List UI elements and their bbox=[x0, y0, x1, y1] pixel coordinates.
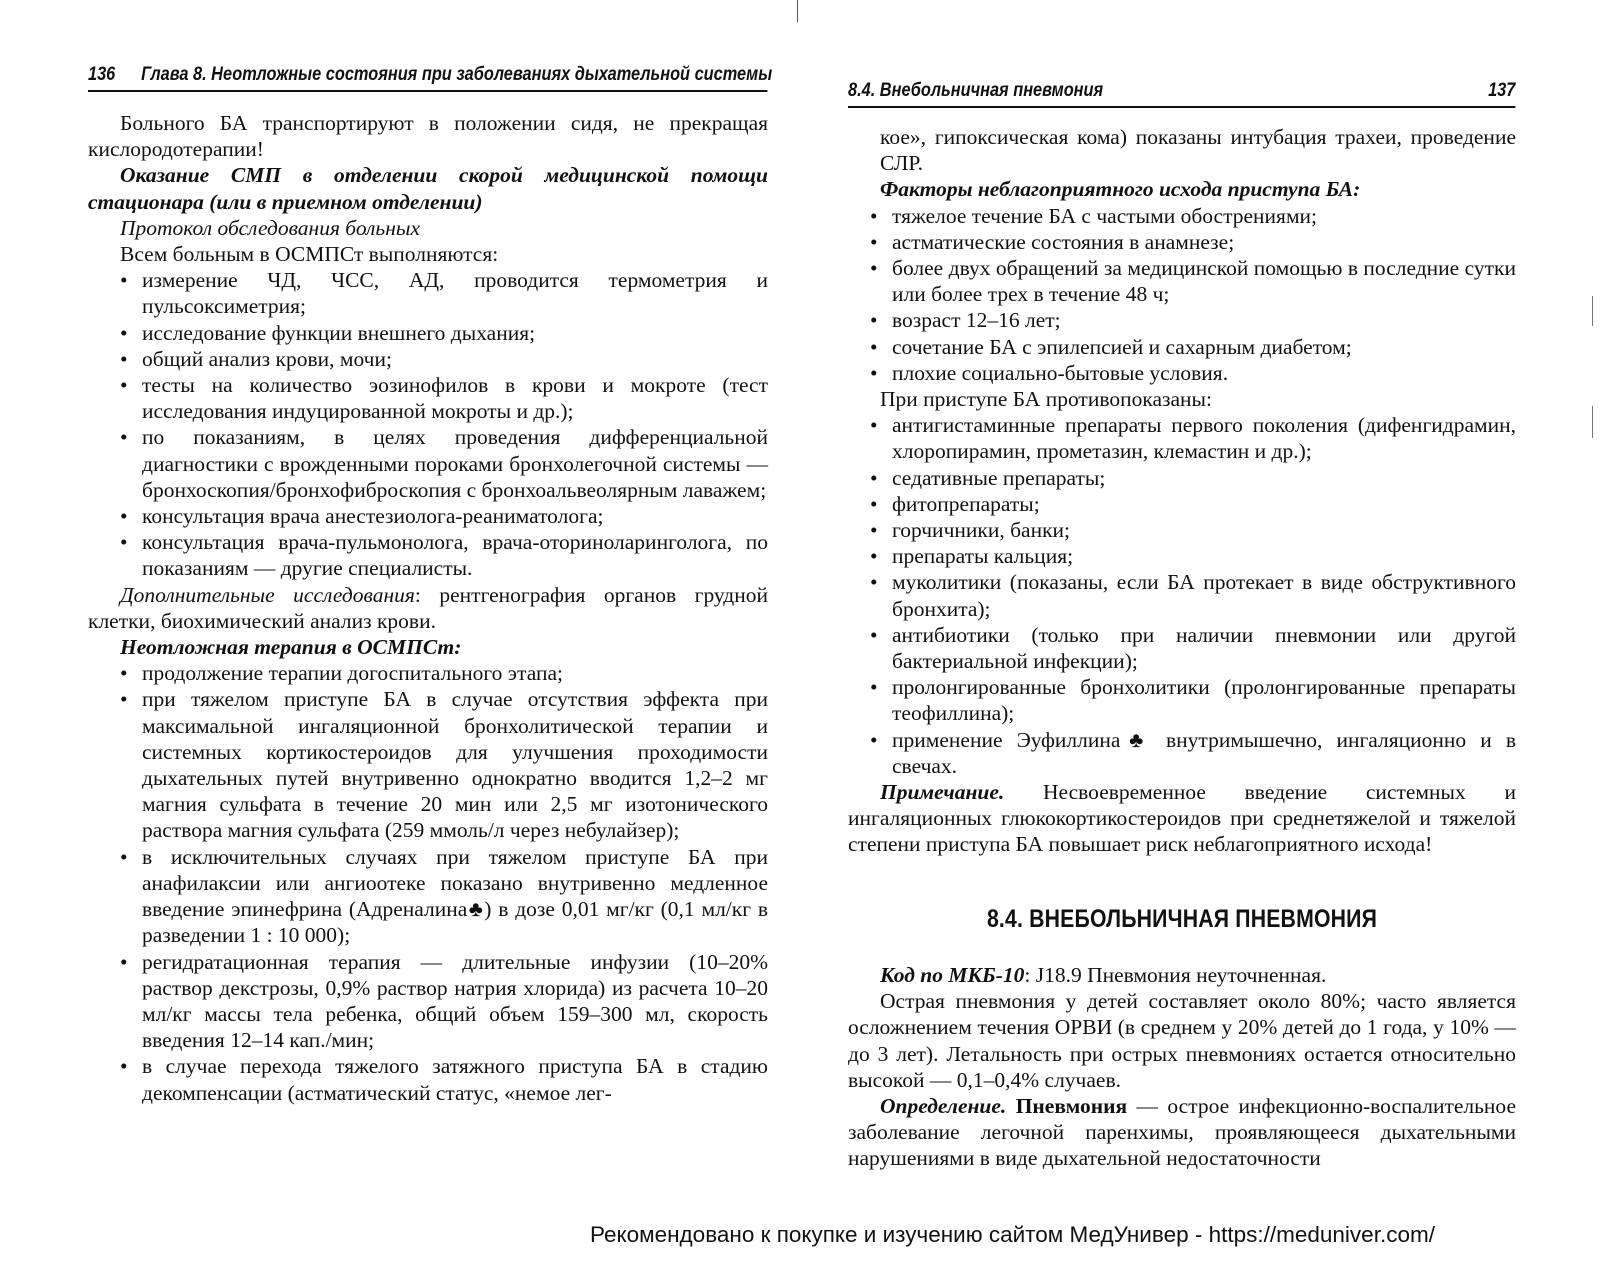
additional-tests-text: : рентгенография органов грудной клетки, биохимический анализ крови. bbox=[88, 582, 769, 633]
list-item: • тяжелое течение БА с частыми обострениями; bbox=[870, 203, 1516, 229]
additional-tests-label: Дополнительные исследования bbox=[120, 582, 415, 607]
running-header-right bbox=[848, 80, 1515, 108]
watermark-footer: Рекомендовано к покупке и изучению сайтом МедУнивер - https://meduniver.com/ bbox=[590, 1222, 1435, 1247]
list-item: • в исключительных случаях при тяжелом приступе БА при анафилаксии или ангиоотеке показано внутривенно медленное введение эпинефрина (Адреналина♣) в дозе 0,01 мг/кг (0,1 мл/кг в разведении 1 : 10 000); bbox=[120, 844, 768, 949]
list-item: • антигистаминные препараты первого поколения (дифенгидрамин, хлоропирамин, прометазин, клемастин и др.); bbox=[870, 412, 1516, 464]
paragraph: Всем больным в ОСМПСт выполняются: bbox=[120, 242, 499, 267]
section-heading: Факторы неблагоприятного исхода приступа БА: bbox=[880, 177, 1361, 202]
list-item: • исследование функции внешнего дыхания; bbox=[120, 320, 768, 346]
edge-mark bbox=[1592, 406, 1593, 438]
list-item: • фитопрепараты; bbox=[870, 491, 1516, 517]
list-item: • регидратационная терапия — длительные инфузии (10–20% раствор декстрозы, 0,9% раствор натрия хлорида) из расчета 10–20 мл/кг массы тела ребенка, общий объем 159–300 мл, скорость введения 12–14 кап./мин; bbox=[120, 949, 768, 1054]
page-body-right bbox=[848, 124, 1516, 1172]
gutter-mark bbox=[797, 0, 798, 22]
section-title-heading: 8.4. ВНЕБОЛЬНИЧНАЯ ПНЕВМОНИЯ bbox=[986, 904, 1378, 933]
paragraph: При приступе БА противопоказаны: bbox=[880, 387, 1212, 412]
definition-paragraph bbox=[848, 1093, 1516, 1172]
note-paragraph bbox=[848, 779, 1516, 858]
therapy-list bbox=[88, 660, 768, 1105]
list-item: • сочетание БА с эпилепсией и сахарным диабетом; bbox=[870, 334, 1516, 360]
contraindications-list bbox=[848, 412, 1516, 779]
list-item: • антибиотики (только при наличии пневмонии или другой бактериальной инфекции); bbox=[870, 622, 1516, 674]
page-number: 136 bbox=[88, 64, 116, 85]
list-item: • при тяжелом приступе БА в случае отсутствия эффекта при максимальной ингаляционной бронхолитической терапии и системных кортикостероидов для улучшения проходимости дыхательных путей внутривенно однократно вводится 1,2–2 мг магния сульфата в течение 20 мин или 2,5 мг изотонического раствора магния сульфата (259 ммоль/л через небулайзер); bbox=[120, 686, 768, 843]
list-item: • консультация врача анестезиолога-реаниматолога; bbox=[120, 503, 768, 529]
paragraph: Острая пневмония у детей составляет около 80%; часто является осложнением течения ОРВИ (в среднем у 20% детей до 1 года, у 10% — до 3 лет). Летальность при острых пневмониях остается относительно высокой — 0,1–0,4% случаев. bbox=[848, 989, 1516, 1092]
list-item: • муколитики (показаны, если БА протекает в виде обструктивного бронхита); bbox=[870, 569, 1516, 621]
definition-term: Пневмония bbox=[1006, 1093, 1128, 1118]
page-number: 137 bbox=[1488, 80, 1516, 101]
paragraph: кое», гипоксическая кома) показаны интубация трахеи, проведение СЛР. bbox=[880, 125, 1516, 176]
icd-label: Код по МКБ-10 bbox=[880, 962, 1025, 987]
chapter-title: Глава 8. Неотложные состояния при заболеваниях дыхательной системы bbox=[141, 64, 773, 85]
list-item: • применение Эуфиллина♣ внутримышечно, ингаляционно и в свечах. bbox=[870, 727, 1516, 779]
definition-text: — острое инфекционно-воспалительное заболевание легочной паренхимы, проявляющееся дыхательными нарушениями в виде дыхательной недостаточности bbox=[848, 1093, 1516, 1171]
list-item: • продолжение терапии догоспитального этапа; bbox=[120, 660, 768, 686]
list-item: • тесты на количество эозинофилов в крови и мокроте (тест исследования индуцированной мокроты и др.); bbox=[120, 372, 768, 424]
paragraph bbox=[88, 582, 768, 634]
section-title: 8.4. Внебольничная пневмония bbox=[848, 80, 1104, 101]
list-item: • пролонгированные бронхолитики (пролонгированные препараты теофиллина); bbox=[870, 674, 1516, 726]
running-header-left bbox=[88, 64, 773, 92]
section-heading: Оказание СМП в отделении скорой медицинской помощи стационара (или в приемном отделении) bbox=[88, 163, 768, 214]
subheading: Протокол обследования больных bbox=[120, 215, 420, 240]
list-item: • астматические состояния в анамнезе; bbox=[870, 229, 1516, 255]
list-item: • измерение ЧД, ЧСС, АД, проводится термометрия и пульсоксиметрия; bbox=[120, 267, 768, 319]
risk-factors-list bbox=[848, 203, 1516, 386]
list-item: • плохие социально-бытовые условия. bbox=[870, 360, 1516, 386]
note-label: Примечание. bbox=[880, 780, 1005, 805]
section-heading: Неотложная терапия в ОСМПСт: bbox=[120, 635, 462, 660]
list-item: • возраст 12–16 лет; bbox=[870, 307, 1516, 333]
list-item: • консультация врача-пульмонолога, врача-оториноларинголога, по показаниям — другие специалисты. bbox=[120, 529, 768, 581]
icd-text: : J18.9 Пневмония неуточненная. bbox=[1024, 962, 1327, 987]
exam-list bbox=[88, 267, 768, 581]
list-item: • по показаниям, в целях проведения дифференциальной диагностики с врожденными пороками бронхолегочной системы — бронхоскопия/бронхофиброскопия с бронхоальвеолярным лаважем; bbox=[120, 424, 768, 503]
page-body-left bbox=[88, 110, 768, 1106]
edge-mark bbox=[1592, 296, 1593, 326]
icd-paragraph bbox=[848, 962, 1516, 988]
list-item: • в случае перехода тяжелого затяжного приступа БА в стадию декомпенсации (астматический статус, «немое лег- bbox=[120, 1053, 768, 1105]
list-item: • общий анализ крови, мочи; bbox=[120, 346, 768, 372]
list-item: • седативные препараты; bbox=[870, 465, 1516, 491]
definition-label: Определение. bbox=[880, 1093, 1007, 1118]
list-item: • препараты кальция; bbox=[870, 543, 1516, 569]
list-item: • горчичники, банки; bbox=[870, 517, 1516, 543]
note-text: Несвоевременное введение системных и ингаляционных глюкокортикостероидов при среднетяжелой и тяжелой степени приступа БА повышает риск неблагоприятного исхода! bbox=[848, 780, 1516, 857]
list-item: • более двух обращений за медицинской помощью в последние сутки или более трех в течение 48 ч; bbox=[870, 255, 1516, 307]
paragraph: Больного БА транспортируют в положении сидя, не прекращая кислородотерапии! bbox=[88, 111, 768, 162]
